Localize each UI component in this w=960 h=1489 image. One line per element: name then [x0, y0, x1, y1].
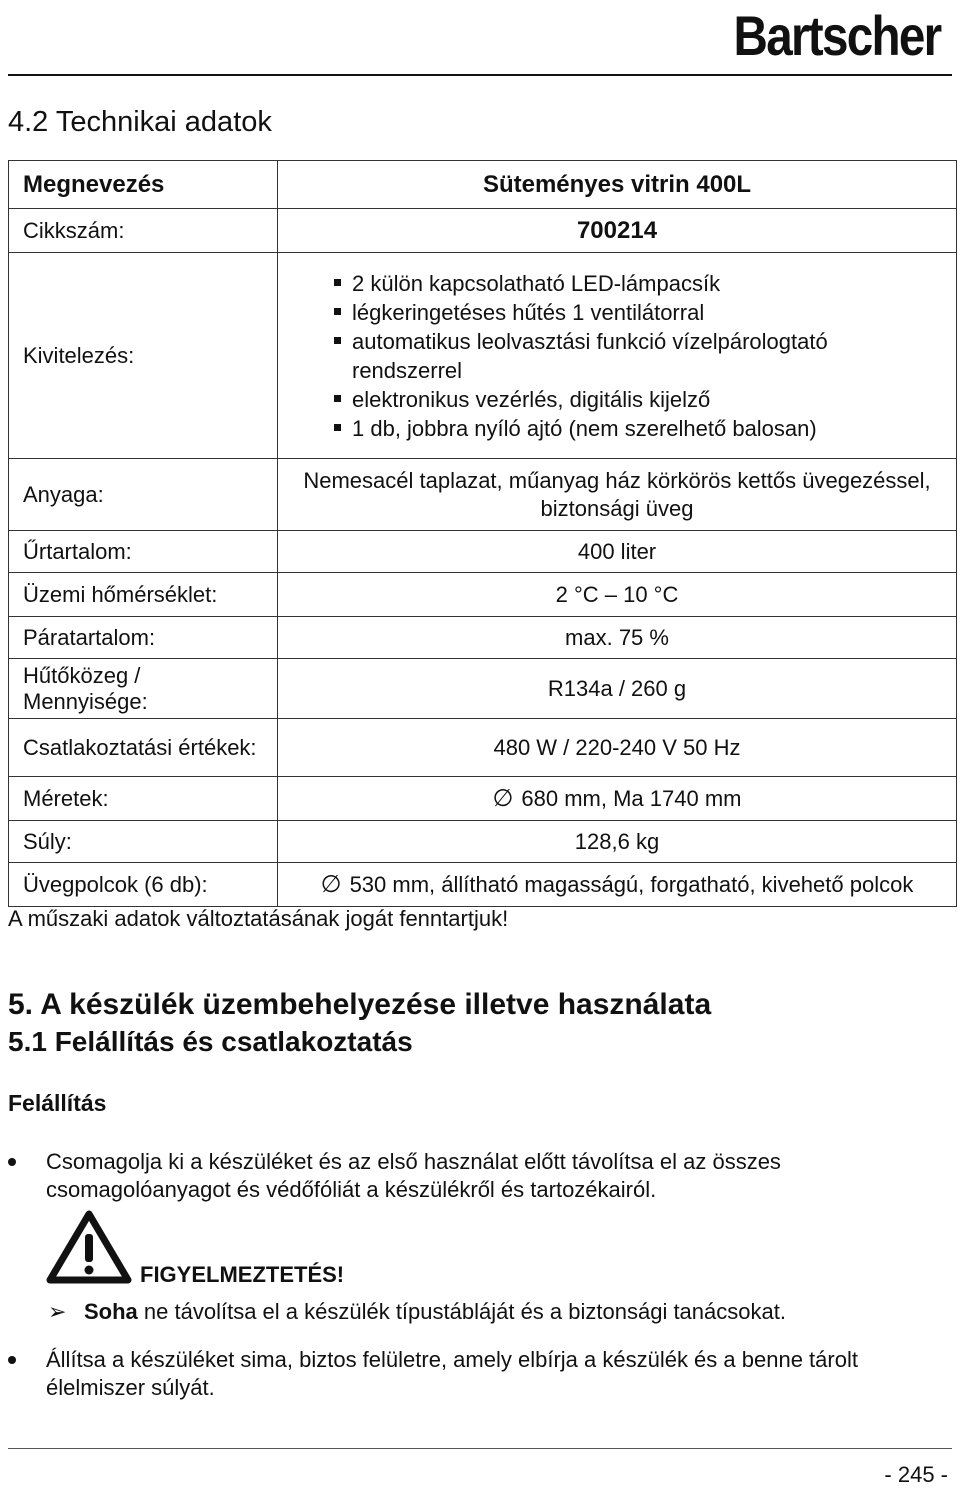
weight-value: 128,6 kg [278, 821, 957, 863]
article-label: Cikkszám: [9, 209, 278, 253]
weight-label: Súly: [9, 821, 278, 863]
volume-value: 400 liter [278, 531, 957, 573]
arrow-icon: ➢ [48, 1299, 67, 1324]
warning-line [48, 1298, 786, 1326]
top-rule [8, 74, 952, 76]
temp-label: Üzemi hőmérséklet: [9, 573, 278, 617]
table-row [9, 777, 957, 821]
table-row [9, 161, 957, 209]
material-value: Nemesacél taplazat, műanyag ház körkörös kettős üvegezéssel, biztonsági üveg [278, 459, 957, 531]
table-row [9, 863, 957, 907]
shelves-label: Üvegpolcok (6 db): [9, 863, 278, 907]
temp-value: 2 °C – 10 °C [278, 573, 957, 617]
list-item: légkeringetéses hűtés 1 ventilátorral [334, 298, 936, 327]
warning-triangle-icon [46, 1210, 132, 1284]
brand-logo [733, 6, 940, 66]
dimensions-cell [278, 777, 957, 821]
note-text: A műszaki adatok változtatásának jogát fenntartjuk! [8, 906, 509, 931]
humidity-value: max. 75 % [278, 617, 957, 659]
table-row [9, 821, 957, 863]
table-row [9, 253, 957, 459]
volume-label: Űrtartalom: [9, 531, 278, 573]
table-row [9, 617, 957, 659]
list-item: 1 db, jobbra nyíló ajtó (nem szerelhető balosan) [334, 414, 936, 443]
bullet-dot-icon [8, 1158, 16, 1166]
diameter-icon: ∅ [492, 785, 514, 812]
material-label: Anyaga: [9, 459, 278, 531]
shelves-cell [278, 863, 957, 907]
header-label: Megnevezés [9, 161, 278, 209]
article-value: 700214 [278, 209, 957, 253]
table-row [9, 719, 957, 777]
dimensions-value: 680 mm, Ma 1740 mm [521, 786, 742, 811]
diameter-icon: ∅ [320, 871, 342, 898]
shelves-value: 530 mm, állítható magasságú, forgatható, kivehető polcok [349, 872, 914, 897]
list-item: automatikus leolvasztási funkció vízelpárologtató rendszerrel [334, 327, 936, 385]
design-label: Kivitelezés: [9, 253, 278, 459]
table-row [9, 531, 957, 573]
bullet-dot-icon [8, 1356, 16, 1364]
subheading: Felállítás [8, 1090, 107, 1116]
refrigerant-value: R134a / 260 g [278, 659, 957, 719]
brand-logo-text: Bartscher [733, 4, 940, 67]
dimensions-label: Méretek: [9, 777, 278, 821]
design-cell [278, 253, 957, 459]
bottom-rule [8, 1448, 952, 1449]
bullet-paragraph [8, 1346, 940, 1402]
chapter-title: 5. A készülék üzembehelyezése illetve használata [8, 988, 712, 1021]
warning-title: FIGYELMEZTETÉS! [140, 1262, 345, 1287]
design-list [334, 269, 936, 443]
humidity-label: Páratartalom: [9, 617, 278, 659]
warning-bold: Soha [84, 1299, 138, 1324]
connection-label: Csatlakoztatási értékek: [9, 719, 278, 777]
table-row [9, 659, 957, 719]
spec-table [8, 160, 957, 907]
list-item: elektronikus vezérlés, digitális kijelző [334, 385, 936, 414]
table-row [9, 209, 957, 253]
subchapter-title: 5.1 Felállítás és csatlakoztatás [8, 1026, 413, 1057]
connection-value: 480 W / 220-240 V 50 Hz [278, 719, 957, 777]
warning-text: ne távolítsa el a készülék típustábláját és a biztonsági tanácsokat. [137, 1299, 786, 1324]
bullet-text: Csomagolja ki a készüléket és az első használat előtt távolítsa el az összes csomagolóanyagot és védőfóliát a készülékről és tartozékairól. [46, 1149, 781, 1202]
list-item: 2 külön kapcsolatható LED-lámpacsík [334, 269, 936, 298]
bullet-text: Állítsa a készüléket sima, biztos felületre, amely elbírja a készülék és a benne tárolt élelmiszer súlyát. [46, 1347, 858, 1400]
table-row [9, 573, 957, 617]
table-row [9, 459, 957, 531]
section-title: 4.2 Technikai adatok [8, 106, 272, 138]
page-number: - 245 - [884, 1462, 948, 1487]
bullet-paragraph [8, 1148, 940, 1204]
refrigerant-label: Hűtőközeg / Mennyisége: [9, 659, 278, 719]
header-value: Süteményes vitrin 400L [278, 161, 957, 209]
